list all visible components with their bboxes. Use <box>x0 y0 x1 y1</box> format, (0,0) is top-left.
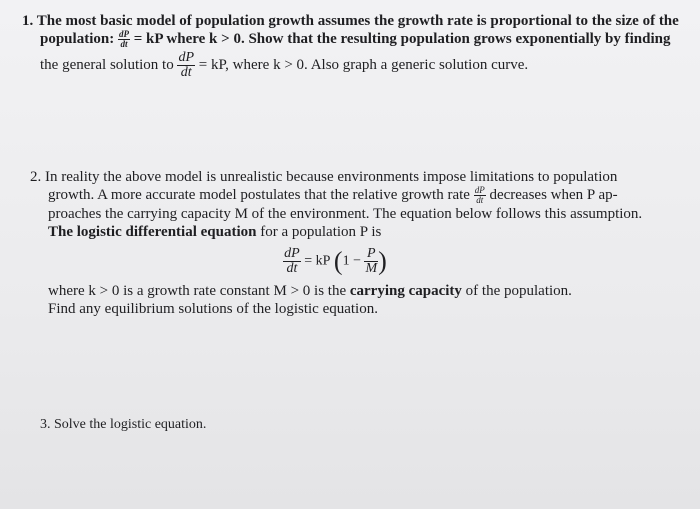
frac-numerator: P <box>364 247 378 262</box>
q1-number: 1. <box>22 13 34 29</box>
q1-derivative-fraction <box>177 51 195 80</box>
right-paren: ) <box>378 246 387 276</box>
logistic-equation <box>0 247 680 276</box>
q2-text-5a: where k > 0 is a growth rate constant M > 0 is the <box>48 283 347 300</box>
q1-line-2 <box>22 30 682 49</box>
left-paren: ( <box>333 246 343 276</box>
question-3 <box>40 416 206 434</box>
equation-p-over-m <box>364 247 378 276</box>
equation-one-minus: 1 − <box>342 253 361 269</box>
q2-inline-derivative <box>474 186 486 205</box>
frac-denominator: dt <box>180 65 192 81</box>
frac-denominator: dt <box>476 195 484 206</box>
frac-numerator: dP <box>178 50 195 66</box>
q2-term-logistic: The logistic differential equation <box>48 224 257 241</box>
question-2 <box>30 168 680 318</box>
frac-numerator: dP <box>118 29 129 40</box>
q1-text-3b: = kP, where k > 0. Also graph a generic solution curve. <box>198 57 529 73</box>
q2-text-2b: decreases when P ap- <box>489 187 618 203</box>
q2-line-2 <box>30 186 680 205</box>
q1-text-2b: = kP where k > 0. Show that the resulting population grows exponentially by finding <box>133 31 671 47</box>
q2-line-5 <box>30 282 680 300</box>
frac-numerator: dP <box>474 185 485 196</box>
q2-text-4b: for a population P is <box>260 224 382 241</box>
equation-derivative <box>283 247 301 276</box>
q2-text-1: In reality the above model is unrealistic because environments impose limitations to population <box>45 169 618 185</box>
frac-denominator: dt <box>286 261 298 277</box>
q2-text-5c: of the population. <box>465 283 572 300</box>
q1-text-1: The most basic model of population growth assumes the growth rate is proportional to the size of the <box>36 13 679 29</box>
q2-text-3: proaches the carrying capacity M of the environment. The equation below follows this assumption. <box>48 206 643 223</box>
q2-line-6 <box>30 300 680 318</box>
q1-text-2a: population: <box>40 31 115 47</box>
frac-denominator: M <box>365 261 378 277</box>
q2-term-carrying-capacity: carrying capacity <box>349 283 462 300</box>
q3-number: 3. <box>40 417 51 432</box>
q2-line-3 <box>30 205 680 223</box>
q1-line-3 <box>22 51 682 80</box>
equation-kp: = kP <box>304 253 331 269</box>
q2-line-1 <box>30 168 680 186</box>
q3-text: Solve the logistic equation. <box>54 417 207 432</box>
q2-text-2a: growth. A more accurate model postulates that the relative growth rate <box>48 187 470 203</box>
q2-line-4 <box>30 223 680 241</box>
frac-denominator: dt <box>120 39 128 50</box>
q2-number: 2. <box>30 169 42 185</box>
q1-text-3a: the general solution to <box>40 57 174 73</box>
question-1 <box>22 12 682 80</box>
frac-numerator: dP <box>284 246 300 262</box>
q2-text-6: Find any equilibrium solutions of the logistic equation. <box>48 301 378 318</box>
q1-inline-derivative <box>118 30 130 49</box>
q1-line-1 <box>22 12 682 30</box>
